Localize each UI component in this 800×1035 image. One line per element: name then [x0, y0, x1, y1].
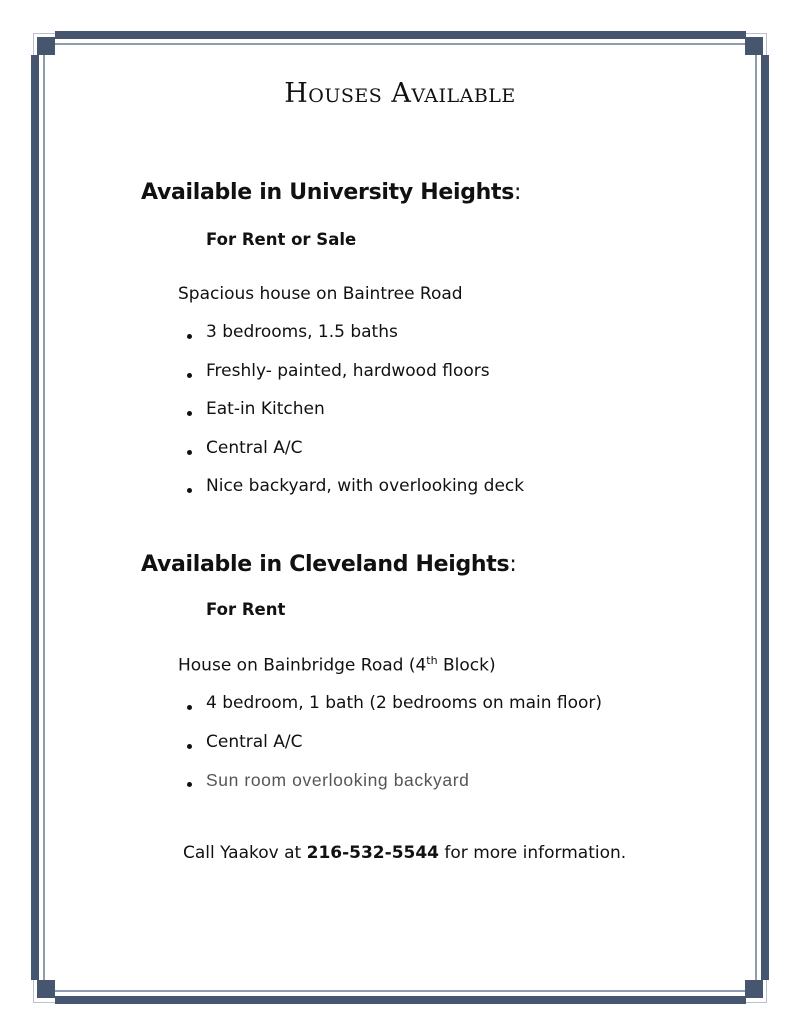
heading-text: Available in University Heights	[141, 180, 515, 205]
frame-corner-tl	[37, 37, 55, 55]
contact-line	[183, 843, 626, 863]
contact-text: Call Yaakov at	[183, 843, 307, 863]
frame-corner-br	[745, 980, 763, 998]
bullet	[187, 334, 192, 339]
feature-list-university-heights	[0, 322, 800, 515]
contact-text-end: for more information.	[439, 843, 627, 863]
list-item	[0, 438, 800, 477]
frame-bottom-bar	[55, 996, 746, 1004]
list-item	[0, 361, 800, 400]
list-item	[0, 476, 800, 515]
feature-text: Central A/C	[206, 437, 303, 458]
list-item	[0, 322, 800, 361]
list-item	[0, 399, 800, 438]
intro-text: House on Bainbridge Road (4	[178, 655, 427, 676]
frame-corner-bl	[37, 980, 55, 998]
intro-text-end: Block)	[437, 655, 496, 676]
page-title: Houses Available	[284, 78, 516, 109]
list-item	[0, 693, 800, 732]
feature-text: Nice backyard, with overlooking deck	[206, 476, 525, 496]
feature-text: Sun room overlooking backyard	[206, 770, 470, 790]
frame-left-bar	[31, 55, 39, 980]
section-heading-university-heights	[141, 180, 521, 205]
bullet	[187, 744, 192, 749]
list-item	[0, 732, 800, 771]
heading-text: Available in Cleveland Heights	[141, 552, 510, 577]
phone-number: 216-532-5544	[306, 843, 440, 863]
frame-top-bar	[55, 31, 746, 39]
bullet	[187, 373, 192, 378]
heading-colon: :	[509, 552, 517, 577]
feature-list-cleveland-heights	[0, 693, 800, 809]
listing-intro: Spacious house on Baintree Road	[178, 284, 463, 304]
feature-text: 4 bedroom, 1 bath (2 bedrooms on main floor)	[206, 693, 603, 713]
bullet	[187, 705, 192, 710]
bullet	[187, 450, 192, 455]
intro-superscript: th	[426, 654, 438, 667]
bullet	[187, 411, 192, 416]
frame-right-bar	[761, 55, 769, 980]
listing-status: For Rent or Sale	[206, 230, 357, 249]
section-heading-cleveland-heights	[141, 552, 516, 577]
listing-intro	[178, 654, 496, 676]
feature-text: Central A/C	[206, 731, 303, 752]
frame-right-line	[755, 55, 757, 980]
listing-status: For Rent	[206, 600, 286, 619]
feature-text: Eat-in Kitchen	[206, 399, 325, 419]
bullet	[187, 488, 192, 493]
frame-bottom-line	[55, 990, 746, 992]
frame-top-line	[55, 43, 746, 45]
frame-left-line	[43, 55, 45, 980]
feature-text: 3 bedrooms, 1.5 baths	[206, 322, 398, 342]
list-item	[0, 770, 800, 809]
frame-corner-tr	[745, 37, 763, 55]
heading-colon: :	[514, 180, 522, 205]
bullet	[187, 782, 192, 787]
feature-text: Freshly- painted, hardwood floors	[206, 360, 490, 381]
